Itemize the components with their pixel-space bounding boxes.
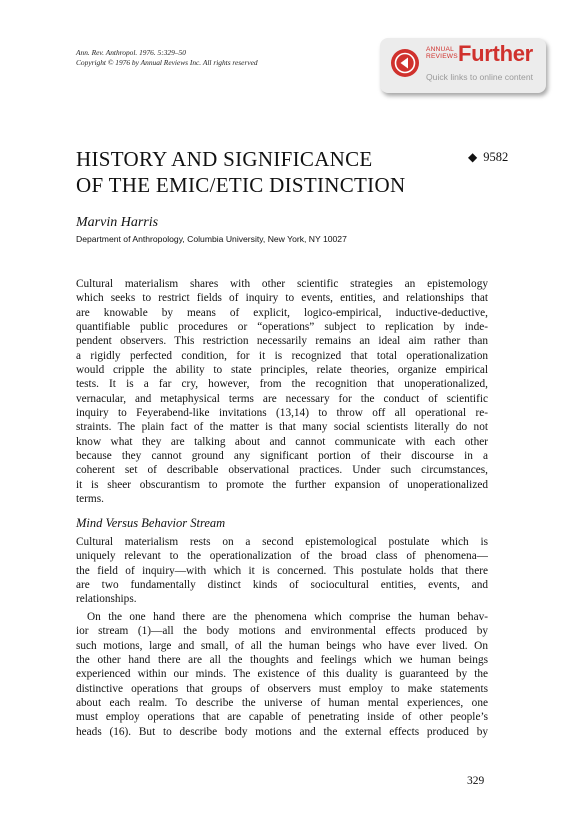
text-line: ior stream (1)—all the body motions and environmental effects produced by: [76, 625, 488, 638]
arrow-left-icon: [391, 49, 419, 77]
text-line: would cripple the ability to state principles, relate theories, organize empirical: [76, 364, 488, 377]
text-line: uniquely relevant to the operationalization of the broad class of phenomena—: [76, 550, 488, 563]
brand-line-reviews: REVIEWS: [426, 53, 458, 61]
text-line: distinctive operations that groups of observers must employ to make statements: [76, 682, 488, 695]
author-affiliation: Department of Anthropology, Columbia University, New York, NY 10027: [76, 234, 347, 244]
text-line: the other hand there are all the thoughts and feelings which we human beings: [76, 654, 488, 667]
page-number: 329: [467, 775, 485, 787]
paper-id-number: 9582: [483, 150, 509, 164]
text-line: because they cannot ground any significant portion of their discourse in a: [76, 450, 488, 463]
citation-header: [76, 48, 258, 68]
article-title: [76, 146, 405, 198]
text-line: vernacular, and metaphysical terms are necessary for the conduct of scientific: [76, 392, 488, 405]
text-line: tests. It is a far cry, however, from the recognition that unoperationalized,: [76, 378, 488, 391]
text-line: coherent set of describable observational practices. Under such circumstances,: [76, 464, 488, 477]
text-line: the field of inquiry—with which it is concerned. This postulate holds that there: [76, 564, 488, 577]
citation-copyright: Copyright © 1976 by Annual Reviews Inc. All rights reserved: [76, 58, 258, 67]
citation-journal: Ann. Rev. Anthropol. 1976. 5:329–50: [76, 48, 186, 57]
text-line: which seeks to restrict fields of inquiry to events, entities, and relationships that: [76, 292, 488, 305]
further-wordmark: Further: [458, 41, 533, 66]
title-line: HISTORY AND SIGNIFICANCE: [76, 147, 373, 171]
further-banner[interactable]: [380, 38, 546, 93]
text-line: are knowable by means of explicit, logico-empirical, inductive-deductive,: [76, 306, 488, 319]
text-line: relationships.: [76, 593, 137, 606]
paper-id: [468, 150, 508, 165]
text-line: a rigidly perfected condition, for it is recognized that total operationalization: [76, 349, 488, 362]
text-line: On the one hand there are the phenomena which comprise the human behav-: [87, 611, 488, 623]
text-line: it is sheer obscurantism to promote the further expansion of unoperationalized: [76, 478, 488, 491]
author-name: Marvin Harris: [76, 215, 159, 230]
text-line: Cultural materialism rests on a second epistemological postulate which is: [76, 536, 488, 548]
brand-line-annual: ANNUAL: [426, 46, 454, 53]
annual-reviews-logo: [426, 46, 458, 61]
further-subtitle: Quick links to online content: [426, 72, 534, 82]
text-line: such motions, large and small, of all the human beings who have ever lived. On: [76, 639, 488, 652]
text-line: about each realm. To describe the universe of human mental experiences, one: [76, 697, 488, 710]
text-line: must employ operations that are capable of penetrating inside of other people’s: [76, 711, 488, 724]
text-line: experienced within our minds. The existence of this duality is guaranteed by the: [76, 668, 488, 681]
text-line: terms.: [76, 493, 104, 506]
diamond-icon: ◆: [468, 150, 478, 164]
text-line: Cultural materialism shares with other scientific strategies an epistemology: [76, 278, 488, 290]
text-line: are two fundamentally distinct kinds of sociocultural entities, events, and: [76, 579, 488, 592]
title-line: OF THE EMIC/ETIC DISTINCTION: [76, 173, 406, 197]
text-line: know what they are talking about and cannot communicate with each other: [76, 435, 488, 448]
paragraph-duality: [76, 610, 488, 739]
paragraph-intro: [76, 277, 488, 507]
section-heading: Mind Versus Behavior Stream: [76, 516, 226, 530]
paragraph-postulate: [76, 535, 488, 607]
text-line: quantifiable public procedures or “operations” subject to replication by inde-: [76, 321, 488, 334]
text-line: pendent observers. This restriction necessarily remains an ideal aim rather than: [76, 335, 488, 348]
text-line: inquiry to Feyerabend-like invitations (13,14) to throw off all operational re-: [76, 407, 488, 420]
text-line: heads (16). But to describe body motions and the external effects produced by: [76, 725, 488, 738]
text-line: straints. The plain fact of the matter is that many social scientists literally do not: [76, 421, 488, 434]
